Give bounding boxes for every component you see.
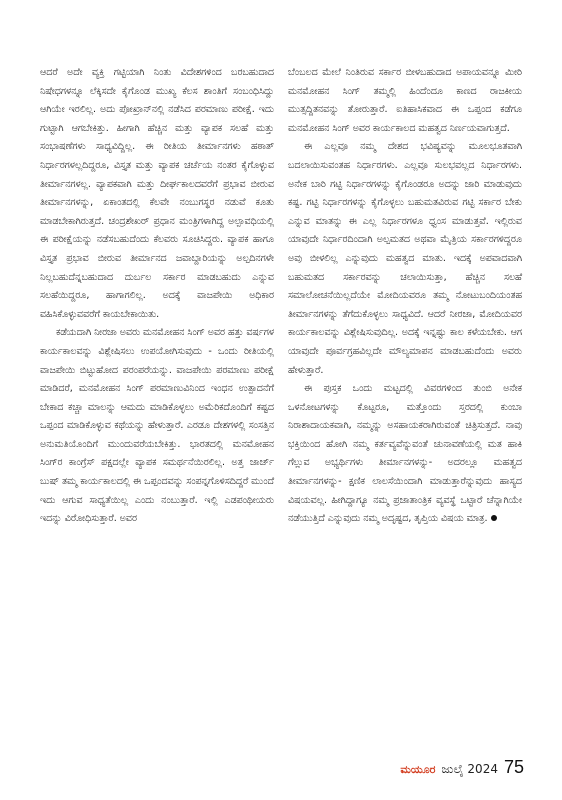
paragraph: ಆದರೆ ಅದೇ ವ್ಯಕ್ತಿ ಗಟ್ಟಿಯಾಗಿ ನಿಂತು ವಿದೇಶಗಳಿಂದ ಬರಬಹುದಾದ ನಿಷೇಧಗಳನ್ನೂ ಲೆಕ್ಕಿಸದೇ ಕೈಗೊಂಡ ಮುಖ್ಯ ಕೆಲಸ ಶಾಂತಿಗೆ ಸಂಬಂಧಿಸಿದ್ದು ಆಗಿಯೇ ಇರಲಿಲ್ಲ. ಅದು ಪೋಖ್ರಾನ್‌ನಲ್ಲಿ ನಡೆಸಿದ ಪರಮಾಣು ಪರೀಕ್ಷೆ. ಇದು ಗುಟ್ಟಾಗಿ ಆಗಬೇಕಿತ್ತು. ಹೀಗಾಗಿ ಹೆಚ್ಚಿನ ಮತ್ತು ವ್ಯಾಪಕ ಸಲಹೆ ಮತ್ತು ಸಂಭಾಷಣೆಗಳು ಸಾಧ್ಯವಿದ್ದಿಲ್ಲ. ಈ ರೀತಿಯ ತೀರ್ಮಾನಗಳು ಹಠಾತ್ ನಿರ್ಧಾರಗಳಲ್ಲದಿದ್ದರೂ, ವಿಸ್ತೃತ ಮತ್ತು ವ್ಯಾಪಕ ಚರ್ಚೆಯ ನಂತರ ಕೈಗೊಳ್ಳುವ ತೀರ್ಮಾನಗಳಲ್ಲ. ವ್ಯಾಪಕವಾಗಿ ಮತ್ತು ದೀರ್ಘಕಾಲದವರೆಗೆ ಪ್ರಭಾವ ಬೀರುವ ತೀರ್ಮಾನಗಳನ್ನು, ಏಕಾಂತದಲ್ಲಿ ಕೆಲವೇ ನಂಬುಗಸ್ಥರ ನಡುವೆ ಕೂತು ಮಾಡಬೇಕಾಗಿರುತ್ತದೆ. ಚಂದ್ರಶೇಖರ್ ಪ್ರಧಾನ ಮಂತ್ರಿಗಳಾಗಿದ್ದ ಅಲ್ಪಾವಧಿಯಲ್ಲಿ ಈ ಪರೀಕ್ಷೆಯನ್ನು ನಡೆಸಬಹುದೆಂದು ಕೆಲವರು ಸೂಚಿಸಿದ್ದರು. ವ್ಯಾಪಕ ಹಾಗೂ ವಿಸ್ತೃತ ಪ್ರಭಾವ ಬೀರುವ ತೀರ್ಮಾನದ ಜವಾಬ್ದಾರಿಯನ್ನು ಅಲ್ಪದಿನಗಳೇ ನಿಲ್ಲಬಹುದೆನ್ನಬಹುದಾದ ದುರ್ಬಲ ಸರ್ಕಾರ ಮಾಡಬಹುದು ಎನ್ನುವ ಸಲಹೆಯಿದ್ದರೂ, ಹಾಗಾಗಲಿಲ್ಲ. ಅದಕ್ಕೆ ವಾಜಪೇಯಿ ಅಧಿಕಾರ ವಹಿಸಿಕೊಳ್ಳುವವರೆಗೆ ಕಾಯಬೇಕಾಯಿತು. [40,67,274,320]
left-column [40,64,274,529]
paragraph: ಕಡೆಯದಾಗಿ ನೀರಜಾ ಅವರು ಮನಮೋಹನ ಸಿಂಗ್ ಅವರ ಹತ್ತು ವರ್ಷಗಳ ಕಾರ್ಯಕಾಲವನ್ನು ವಿಶ್ಲೇಷಿಸಲು ಉಪಯೋಗಿಸುವುದು - ಒಂದು ರೀತಿಯಲ್ಲಿ ವಾಜಪೇಯಿ ಬಿಟ್ಟುಹೋದ ಪರಂಪರೆಯನ್ನು. ವಾಜಪೇಯಿ ಪರಮಾಣು ಪರೀಕ್ಷೆ ಮಾಡಿದರೆ, ಮನಮೋಹನ ಸಿಂಗ್ ಪರಮಾಣುವಿನಿಂದ ಇಂಧನ ಉತ್ಪಾದನೆಗೆ ಬೇಕಾದ ಕಚ್ಚಾ ಮಾಲನ್ನು ಆಮದು ಮಾಡಿಕೊಳ್ಳಲು ಅಮೆರಿಕದೊಂದಿಗೆ ಕಷ್ಟದ ಒಪ್ಪಂದ ಮಾಡಿಕೊಳ್ಳುವ ಕಥೆಯನ್ನು ಹೇಳುತ್ತಾರೆ. ಎರಡೂ ದೇಶಗಳಲ್ಲಿ ಸಂಸತ್ತಿನ ಅನುಮತಿಯೊಂದಿಗೆ ಮುಂದುವರೆಯಬೇಕಿತ್ತು. ಭಾರತದಲ್ಲಿ ಮನಮೋಹನ ಸಿಂಗ್‌ರ ಕಾಂಗ್ರೆಸ್ ಪಕ್ಷದಲ್ಲೇ ವ್ಯಾಪಕ ಸಮರ್ಥನೆಯಿರಲಿಲ್ಲ. ಅತ್ತ ಜಾರ್ಜ್ ಬುಷ್ ತಮ್ಮ ಕಾರ್ಯಕಾಲದಲ್ಲಿ ಈ ಒಪ್ಪಂದವನ್ನು ಸಂಪನ್ನಗೊಳಿಸದಿದ್ದರೆ ಮುಂದೆ ಇದು ಆಗುವ ಸಾಧ್ಯತೆಯಿಲ್ಲ ಎಂದು ನಂಬುತ್ತಾರೆ. ಇಲ್ಲಿ ಎಡಪಂಥೀಯರು ಇದನ್ನು ವಿರೋಧಿಸುತ್ತಾರೆ. ಅವರ [40,327,274,525]
paragraph-last [288,380,522,529]
page-footer [400,757,524,781]
paragraph: ಈ ಎಲ್ಲವೂ ನಮ್ಮ ದೇಶದ ಭವಿಷ್ಯವನ್ನು ಮೂಲಭೂತವಾಗಿ ಬದಲಾಯಿಸುವಂತಹ ನಿರ್ಧಾರಗಳು. ಎಲ್ಲವೂ ಸುಲಭವಲ್ಲದ ನಿರ್ಧಾರಗಳು. ಅನೇಕ ಬಾರಿ ಗಟ್ಟಿ ನಿರ್ಧಾರಗಳನ್ನು ಕೈಗೊಂಡರೂ ಅದನ್ನು ಜಾರಿ ಮಾಡುವುದು ಕಷ್ಟ. ಗಟ್ಟಿ ನಿರ್ಧಾರಗಳನ್ನು ಕೈಗೊಳ್ಳಲು ಬಹುಮತವಿರುವ ಗಟ್ಟಿ ಸರ್ಕಾರ ಬೇಕು ಎನ್ನುವ ಮಾತನ್ನು ಈ ಎಲ್ಲ ನಿರ್ಧಾರಗಳೂ ಧ್ವಂಸ ಮಾಡುತ್ತವೆ. ಇಲ್ಲಿರುವ ಯಾವುದೇ ನಿರ್ಧಾರದಿಂದಾಗಿ ಅಲ್ಪಮತದ ಅಥವಾ ಮೈತ್ರಿಯ ಸರ್ಕಾರಗಳಿದ್ದರೂ ಅವು ಬೀಳಲಿಲ್ಲ ಎನ್ನುವುದು ಮಹತ್ವದ ಮಾತು. ಇದಕ್ಕೆ ಅಪವಾದವಾಗಿ ಬಹುಮತದ ಸರ್ಕಾರವನ್ನು ಚಲಾಯಿಸುತ್ತಾ, ಹೆಚ್ಚಿನ ಸಲಹೆ ಸಮಾಲೋಚನೆಯಿಲ್ಲದೆಯೇ ಮೋದಿಯವರೂ ತಮ್ಮ ನೋಟುಬಂದಿಯಂತಹ ತೀರ್ಮಾನಗಳನ್ನು ತೆಗೆದುಕೊಳ್ಳಲು ಸಾಧ್ಯವಿದೆ. ಆದರೆ ನೀರಜಾ, ಮೋದಿಯವರ ಕಾರ್ಯಕಾಲವನ್ನು ವಿಶ್ಲೇಷಿಸುವುದಿಲ್ಲ. ಅದಕ್ಕೆ ಇನ್ನಷ್ಟು ಕಾಲ ಕಳೆಯಬೇಕು. ಆಗ ಯಾವುದೇ ಪೂರ್ವಗ್ರಹವಿಲ್ಲದೇ ಮೌಲ್ಯಮಾಪನ ಮಾಡಬಹುದೆಂದು ಅವರು ಹೇಳುತ್ತಾರೆ. [288,141,522,376]
page-number: 75 [503,757,524,777]
paragraph-text: ಈ ಪುಸ್ತಕ ಒಂದು ಮಟ್ಟದಲ್ಲಿ ವಿವರಗಳಿಂದ ತುಂಬಿ ಅನೇಕ ಒಳನೋಟಗಳನ್ನು ಕೊಟ್ಟರೂ, ಮತ್ತೊಂದು ಸ್ತರದಲ್ಲಿ ಕುಂಬಾ ನಿರಾಶಾದಾಯಕವಾಗಿ, ನಮ್ಮನ್ನು ಅಸಹಾಯಕರಾಗಿರುವಂತೆ ಚಿತ್ರಿಸುತ್ತದೆ. ನಾವು ಭಕ್ತಿಯಿಂದ ಹೋಗಿ ನಮ್ಮ ಕರ್ತವ್ಯವೆನ್ನುವಂತೆ ಚುನಾವಣೆಯಲ್ಲಿ ಮತ ಹಾಕಿ ಗೆಲ್ಲುವ ಅಭ್ಯರ್ಥಿಗಳು ತೀರ್ಮಾನಗಳನ್ನು- ಅದರಲ್ಲೂ ಮಹತ್ವದ ತೀರ್ಮಾನಗಳನ್ನು- ಕ್ಷಣಿಕ ಲಾಲಸೆಯಿಂದಾಗಿ ಮಾಡುತ್ತಾರೆನ್ನುವುದು ಹಾಸ್ಯದ ವಿಷಯವಲ್ಲ. ಹೀಗಿದ್ದಾಗ್ಯೂ ನಮ್ಮ ಪ್ರಜಾತಾಂತ್ರಿಕ ವ್ಯವಸ್ಥೆ ಒಟ್ಟಾರೆ ಚೆನ್ನಾಗಿಯೇ ನಡೆಯುತ್ತಿದೆ ಎನ್ನುವುದು ನಮ್ಮ ಅದೃಷ್ಟದ, ತೃಪ್ತಿಯ ವಿಷಯ ಮಾತ್ರ. [288,383,522,525]
issue-date: ಜುಲೈ 2024 [441,762,498,776]
magazine-brand: ಮಯೂರ [400,763,436,776]
right-column [288,64,522,529]
end-mark-icon [491,515,497,521]
paragraph: ಬೆಂಬಲದ ಮೇಲೆ ನಿಂತಿರುವ ಸರ್ಕಾರ ಬೀಳಬಹುದಾದ ಅಪಾಯವನ್ನೂ ಮೀರಿ ಮನಮೋಹನ ಸಿಂಗ್ ತಮ್ಮಲ್ಲಿ ಹಿಂದೆಂದೂ ಕಾಣದ ರಾಜಕೀಯ ಮುತ್ಸದ್ದಿತನವನ್ನು ತೋರುತ್ತಾರೆ. ಐತಿಹಾಸಿಕವಾದ ಈ ಒಪ್ಪಂದ ಕಡೆಗೂ ಮನಮೋಹನ ಸಿಂಗ್ ಅವರ ಕಾರ್ಯಕಾಲದ ಮಹತ್ವದ ನಿರ್ಣಯವಾಗುತ್ತದೆ. [288,67,522,134]
